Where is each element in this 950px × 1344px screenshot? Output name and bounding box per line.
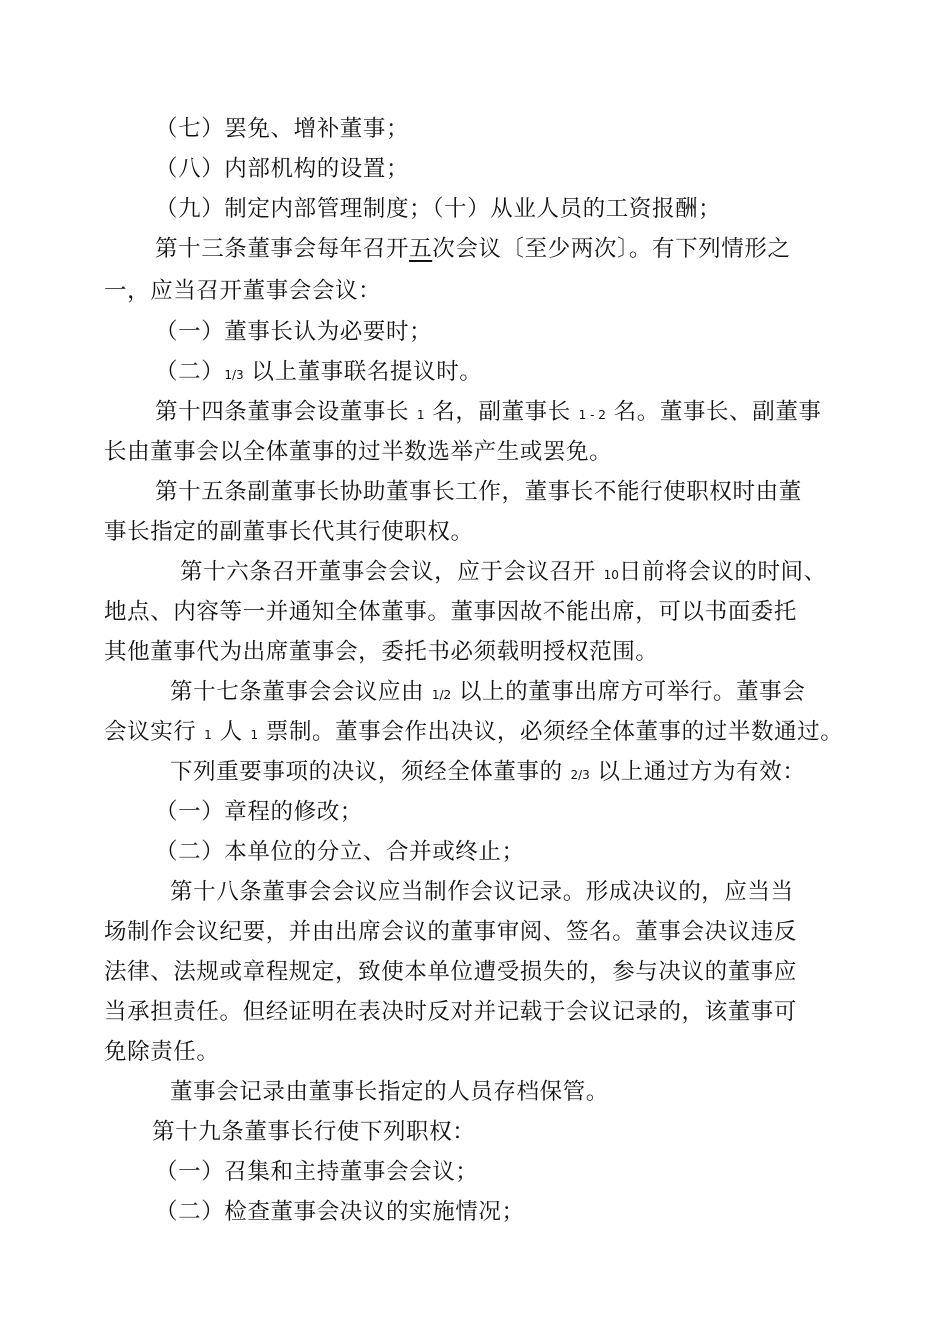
inline-number: 1/3 xyxy=(224,368,244,382)
text-line xyxy=(104,517,474,547)
text-line xyxy=(155,114,409,144)
text-line xyxy=(155,1157,478,1187)
text-span: 免除责任。 xyxy=(104,1039,220,1065)
text-span: 以上通过方为有效： xyxy=(597,759,806,785)
text-line xyxy=(180,557,827,590)
inline-number: 1 xyxy=(204,728,212,742)
text-line xyxy=(155,194,721,224)
text-span: （一）董事长认为必要时； xyxy=(155,319,433,345)
text-span: 下列重要事项的决议，须经全体董事的 xyxy=(170,759,563,785)
text-line xyxy=(155,357,482,390)
text-span: 第十九条董事长行使下列职权： xyxy=(152,1119,476,1145)
text-span: 第十三条董事会每年召开 xyxy=(155,236,410,262)
text-line xyxy=(170,877,794,907)
text-span: 名，副董事长 xyxy=(432,399,571,425)
text-line xyxy=(104,597,797,627)
text-line xyxy=(104,717,843,750)
text-line xyxy=(104,957,797,987)
text-line xyxy=(155,797,363,827)
inline-number: 1 - 2 xyxy=(578,408,606,422)
inline-number: 1 xyxy=(250,728,259,742)
text-span: 地点、内容等一并通知全体董事。董事因故不能出席，可以书面委托 xyxy=(104,599,798,625)
text-span: （二）检查董事会决议的实施情况； xyxy=(155,1199,525,1225)
text-span: 第十五条副董事长协助董事长工作，董事长不能行使职权时由董 xyxy=(155,479,802,505)
text-span: （一）召集和主持董事会会议； xyxy=(155,1159,479,1185)
text-line xyxy=(104,637,658,667)
inline-number: 10 xyxy=(603,568,619,582)
underlined-number: 五 xyxy=(409,236,433,262)
text-span: 第十七条董事会会议应由 xyxy=(170,679,425,705)
text-span: （九）制定内部管理制度；（十）从业人员的工资报酬； xyxy=(155,196,722,222)
text-line xyxy=(170,757,805,790)
text-span: 其他董事代为出席董事会，委托书必须载明授权范围。 xyxy=(104,639,659,665)
text-span: 长由董事会以全体董事的过半数选举产生或罢免。 xyxy=(104,439,613,465)
text-line xyxy=(104,437,612,467)
text-span: 法律、法规或章程规定，致使本单位遭受损失的，参与决议的董事应 xyxy=(104,959,798,985)
text-line xyxy=(155,234,791,264)
text-span: 事长指定的副董事长代其行使职权。 xyxy=(104,519,474,545)
text-span: （一）章程的修改； xyxy=(155,799,363,825)
text-span: （二）本单位的分立、合并或终止； xyxy=(155,839,525,865)
text-span: 次会议〔至少两次〕。有下列情形之 xyxy=(432,236,791,262)
inline-number: 1/2 xyxy=(431,688,452,702)
inline-number: 1 xyxy=(416,408,425,422)
text-span: 名。董事长、副董事 xyxy=(613,399,822,425)
text-line xyxy=(155,477,802,507)
text-line xyxy=(104,276,381,306)
text-line xyxy=(155,317,432,347)
text-span: 场制作会议纪要，并由出席会议的董事审阅、签名。董事会决议违反 xyxy=(104,919,798,945)
text-span: 第十六条召开董事会会议，应于会议召开 xyxy=(180,559,596,585)
text-span: 第十四条董事会设董事长 xyxy=(155,399,410,425)
text-span: 以上董事联名提议时。 xyxy=(251,359,483,385)
text-span: （八）内部机构的设置； xyxy=(155,156,410,182)
text-span: 以上的董事出席方可举行。董事会 xyxy=(458,679,806,705)
text-span: 董事会记录由董事长指定的人员存档保管。 xyxy=(170,1079,609,1105)
text-span: 票制。董事会作出决议，必须经全体董事的过半数通过。 xyxy=(265,719,844,745)
text-line xyxy=(155,837,525,867)
text-span: 人 xyxy=(219,719,243,745)
text-line xyxy=(170,677,805,710)
text-line xyxy=(155,1197,525,1227)
text-line xyxy=(152,1117,475,1147)
text-span: 日前将会议的时间、 xyxy=(618,559,827,585)
text-span: 第十八条董事会会议应当制作会议记录。形成决议的，应当当 xyxy=(170,879,794,905)
inline-number: 2/3 xyxy=(570,768,590,782)
text-line xyxy=(170,1077,609,1107)
text-line xyxy=(155,397,822,430)
text-line xyxy=(104,997,797,1027)
text-line xyxy=(104,917,797,947)
text-span: 一，应当召开董事会会议： xyxy=(104,278,382,304)
text-span: 会议实行 xyxy=(104,719,197,745)
text-span: （七）罢免、增补董事； xyxy=(155,116,410,142)
text-line xyxy=(155,154,409,184)
text-line xyxy=(104,1037,220,1067)
text-span: 当承担责任。但经证明在表决时反对并记载于会议记录的，该董事可 xyxy=(104,999,798,1025)
text-span: （二） xyxy=(155,359,225,385)
